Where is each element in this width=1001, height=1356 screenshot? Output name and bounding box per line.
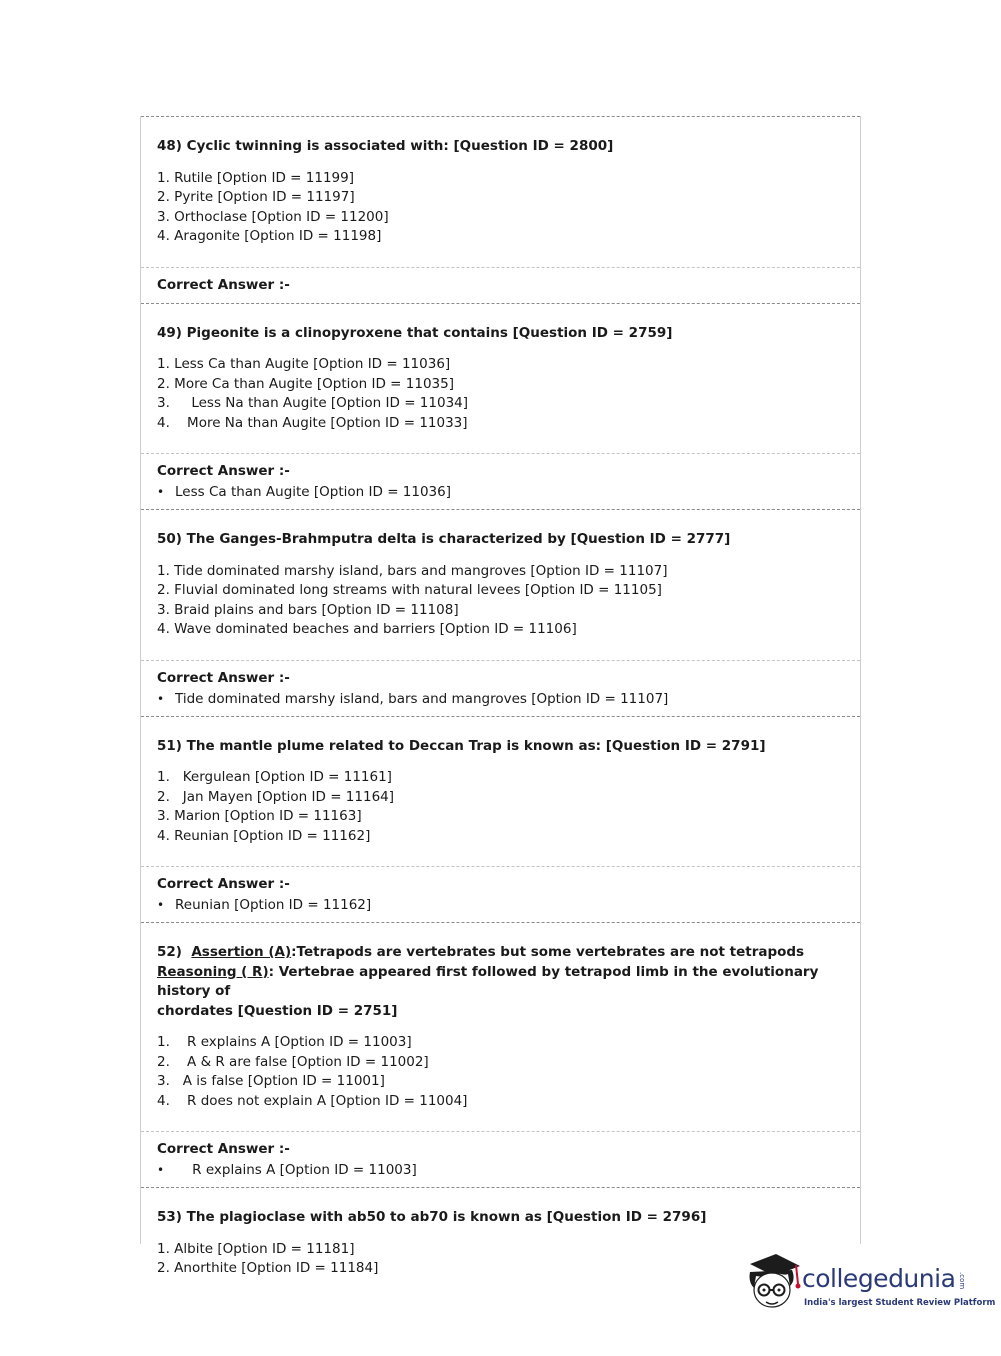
options-list [157,562,844,640]
correct-answer-label: Correct Answer :- [157,876,290,892]
option-item: 1. Tide dominated marshy island, bars and mangroves [Option ID = 11107] [157,562,668,579]
question-block [141,509,860,716]
question-heading [157,923,844,1021]
reasoning-text: : Vertebrae appeared first followed by tetrapod limb in the evolutionary history of [157,963,819,999]
question-block [141,303,860,510]
correct-answer-item [157,688,844,710]
options-list [157,1033,844,1111]
option-item: 2. A & R are false [Option ID = 11002] [157,1053,429,1070]
answer-section [141,1131,860,1187]
logo-domain: .com [958,1272,966,1290]
correct-answer-item [157,1159,844,1181]
option-item: 3. Orthoclase [Option ID = 11200] [157,208,389,225]
options-list [157,169,844,247]
logo-wordmark: collegedunia [802,1264,956,1293]
question-heading: 50) The Ganges-Brahmputra delta is characterized by [Question ID = 2777] [157,531,731,547]
question-heading: 51) The mantle plume related to Deccan Trap is known as: [Question ID = 2791] [157,737,766,754]
question-heading: 49) Pigeonite is a clinopyroxene that contains [Question ID = 2759] [157,324,673,341]
option-item: 3. Braid plains and bars [Option ID = 11108] [157,601,459,618]
correct-answer-text: Reunian [Option ID = 11162] [175,897,372,913]
option-item: 1. Rutile [Option ID = 11199] [157,169,354,186]
question-paper [140,116,861,1276]
option-item: 4. Wave dominated beaches and barriers [Option ID = 11106] [157,621,577,637]
correct-answer-text: Less Ca than Augite [Option ID = 11036] [175,484,452,500]
option-item: 3. Less Na than Augite [Option ID = 11034] [157,395,469,411]
question-heading: 53) The plagioclase with ab50 to ab70 is known as [Question ID = 2796] [157,1209,707,1225]
correct-answer-label: Correct Answer :- [157,276,290,293]
correct-answer-text: R explains A [Option ID = 11003] [175,1162,417,1178]
answer-section [141,453,860,509]
collegedunia-logo [744,1250,996,1320]
correct-answer-label: Correct Answer :- [157,463,290,479]
question-block [141,922,860,1187]
option-item: 1. R explains A [Option ID = 11003] [157,1034,412,1050]
answer-section [141,660,860,716]
bullet-icon: • [157,691,165,706]
assertion-text: :Tetrapods are vertebrates but some vertebrates are not tetrapods [291,944,805,960]
option-item: 4. More Na than Augite [Option ID = 11033] [157,414,468,431]
question-block [141,716,860,923]
correct-answer-label: Correct Answer :- [157,1141,290,1157]
correct-answer-label: Correct Answer :- [157,669,290,686]
option-item: 1. Less Ca than Augite [Option ID = 11036] [157,356,451,372]
correct-answer-text: Tide dominated marshy island, bars and mangroves [Option ID = 11107] [175,690,669,707]
bullet-icon: • [157,898,165,912]
options-list [157,355,844,433]
correct-answer-item [157,481,844,503]
assertion-label: Assertion (A) [191,944,292,960]
option-item: 3. Marion [Option ID = 11163] [157,808,362,824]
answer-section [141,267,860,303]
question-heading: 48) Cyclic twinning is associated with: [Question ID = 2800] [157,138,614,154]
option-item: 2. Pyrite [Option ID = 11197] [157,189,355,205]
options-list [157,1240,844,1279]
student-mascot-icon [744,1250,802,1318]
option-item: 2. Fluvial dominated long streams with natural levees [Option ID = 11105] [157,582,662,598]
answer-section [141,866,860,922]
question-block [141,116,860,303]
bullet-icon: • [157,1163,165,1177]
reasoning-label: Reasoning ( R) [157,963,269,980]
question-number: 52) [157,944,192,960]
option-item: 1. Kergulean [Option ID = 11161] [157,769,392,785]
option-item: 4. R does not explain A [Option ID = 11004] [157,1092,468,1109]
logo-tagline: India's largest Student Review Platform [804,1298,996,1308]
question-id-line: chordates [Question ID = 2751] [157,1002,398,1019]
bullet-icon: • [157,485,165,499]
option-item: 3. A is false [Option ID = 11001] [157,1073,385,1089]
option-item: 4. Reunian [Option ID = 11162] [157,827,371,844]
option-item: 4. Aragonite [Option ID = 11198] [157,228,382,244]
options-list [157,768,844,846]
option-item: 2. Jan Mayen [Option ID = 11164] [157,788,395,805]
option-item: 2. More Ca than Augite [Option ID = 11035] [157,375,454,392]
option-item: 2. Anorthite [Option ID = 11184] [157,1260,379,1276]
option-item: 1. Albite [Option ID = 11181] [157,1240,355,1257]
correct-answer-item [157,894,844,916]
